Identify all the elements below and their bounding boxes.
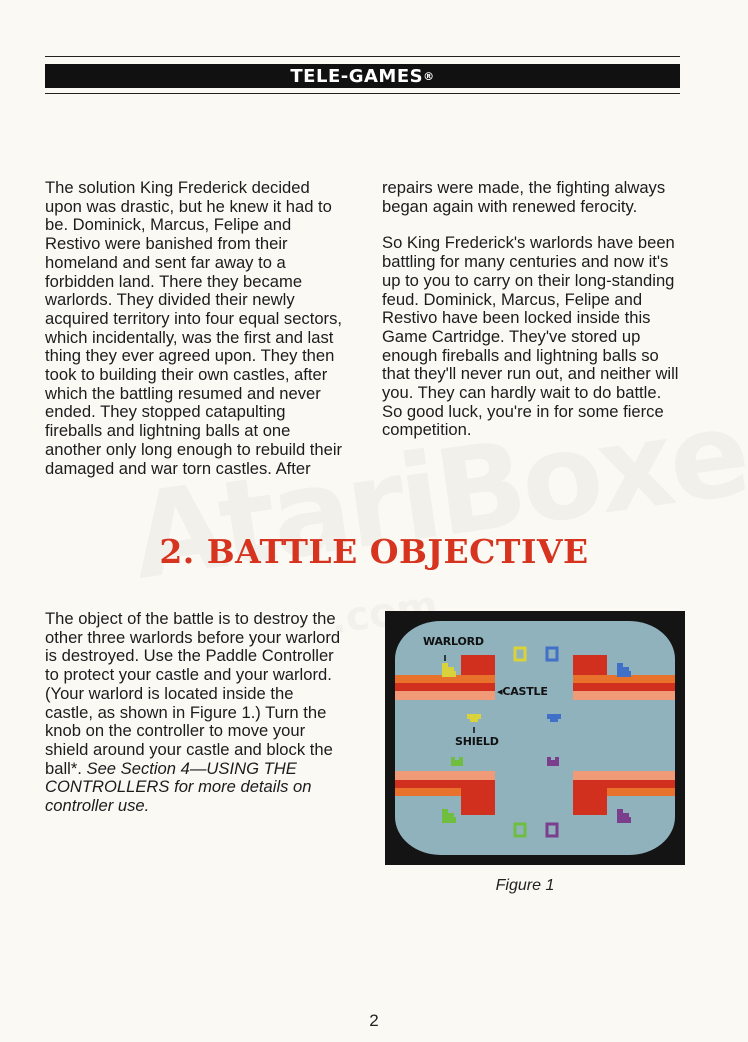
- label-warlord: WARLORD: [423, 635, 484, 648]
- castle-bottom-left: [395, 771, 495, 815]
- story-column-left: [45, 179, 345, 496]
- header-title: TELE-GAMES: [290, 65, 424, 87]
- figure-reference: Figure 1: [189, 702, 251, 722]
- registered-mark: ®: [423, 69, 435, 83]
- warlord-green: [442, 809, 456, 823]
- shield-green: [451, 757, 463, 766]
- warlord-yellow: [442, 663, 456, 677]
- objective-text-1: The object of the battle is to destroy the other three warlords before your warlord is destroyed. Use the Paddle Controller to protect your castle and your warlord. (Your warlord is located inside the castle, as shown in: [45, 609, 341, 722]
- score-box-purple: [547, 824, 557, 836]
- page-header: [45, 64, 680, 88]
- warlord-purple: [617, 809, 631, 823]
- score-box-green: [515, 824, 525, 836]
- game-screen: [395, 621, 675, 855]
- game-playfield: [395, 621, 675, 855]
- objective-paragraph: [45, 610, 345, 816]
- story-column-right: [382, 179, 682, 458]
- header-rule-bottom: [45, 93, 680, 94]
- shield-purple: [547, 757, 559, 766]
- score-box-yellow: [515, 648, 525, 660]
- objective-text-2: .) Turn the knob on the controller to move your shield around your castle and block the ball*.: [45, 702, 333, 778]
- section-reference: See Section 4—USING THE CONTROLLERS for more details on controller use.: [45, 758, 312, 816]
- castle-top-right: [573, 655, 675, 700]
- label-castle: ◂CASTLE: [497, 685, 548, 698]
- castle-top-left: [395, 655, 495, 700]
- shield-blue: [547, 714, 561, 722]
- castle-bottom-right: [573, 771, 675, 815]
- figure-caption: Figure 1: [495, 877, 555, 894]
- label-shield: SHIELD: [455, 735, 499, 748]
- header-rule-top: [45, 56, 680, 57]
- warlord-blue: [617, 663, 631, 677]
- section-heading: 2. BATTLE OBJECTIVE: [159, 532, 589, 571]
- story-paragraph: The solution King Frederick decided upon was drastic, but he knew it had to be. Dominick, Marcus, Felipe and Restivo were banished from their homeland and sent far away to a forbidden land. There they became warlords. They divided their newly acquired territory into four equal sectors, which incidentally, was the first and last thing they ever agreed upon. They then took to building their own castles, after which the battling resumed and never ended. They stopped catapulting fireballs and lightning balls at one another only long enough to rebuild their damaged and war torn castles. After: [45, 178, 343, 478]
- page-number: 2: [369, 1011, 379, 1030]
- figure-1-frame: [385, 611, 685, 865]
- shield-yellow: [467, 714, 481, 722]
- story-paragraph: repairs were made, the fighting always began again with renewed ferocity.: [382, 178, 666, 216]
- score-box-blue: [547, 648, 557, 660]
- story-paragraph: So King Frederick's warlords have been battling for many centuries and now it's up to you to carry on their long-standing feud. Dominick, Marcus, Felipe and Restivo have been locked inside this Game Cartridge. They've stored up enough fireballs and lightning balls so that they'll never run out, and neither will you. They can hardly wait to do battle. So good luck, you're in for some fierce competition.: [382, 233, 679, 440]
